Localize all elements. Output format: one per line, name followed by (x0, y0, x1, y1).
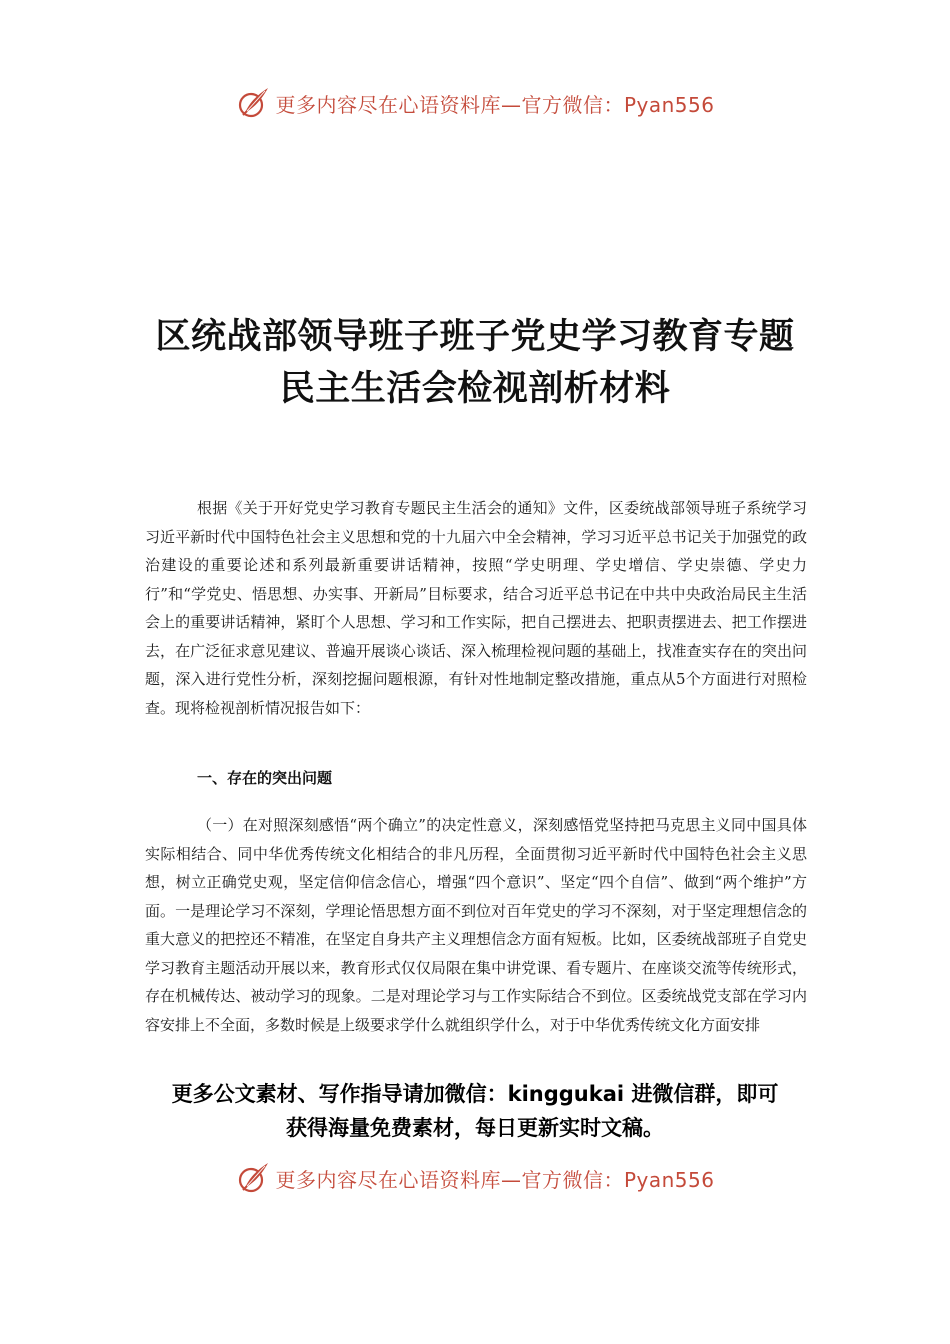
promo-line-2: 获得海量免费素材，每日更新实时文稿。 (286, 1116, 664, 1140)
feather-pen-icon (235, 1160, 271, 1196)
footer-watermark (0, 1158, 950, 1198)
feather-pen-icon (235, 85, 271, 121)
paragraph-text: 根据《关于开好党史学习教育专题民主生活会的通知》文件，区委统战部领导班子系统学习习近平新时代中国特色社会主义思想和党的十九届六中全会精神，学习习近平总书记关于加强党的政治建设的重要论述和系列最新重要讲话精神，按照“学史明理、学史增信、学史崇德、学史力行”和“学党史、悟思想、办实事、开新局”目标要求，结合习近平总书记在中共中央政治局民主生活会上的重要讲话精神，紧盯个人思想、学习和工作实际，把自己摆进去、把职责摆进去、把工作摆进去，在广泛征求意见建议、普遍开展谈心谈话、深入梳理检视问题的基础上，找准查实存在的突出问题，深入进行党性分析，深刻挖掘问题根源，有针对性地制定整改措施，重点从5个方面进行对照检查。现将检视剖析情况报告如下： (145, 499, 807, 717)
document-title-line-1: 区统战部领导班子班子党史学习教育专题 (155, 317, 795, 357)
body-paragraph-issue-1 (145, 811, 807, 1039)
section-heading: 一、存在的突出问题 (197, 769, 333, 787)
document-title-line-2: 民主生活会检视剖析材料 (279, 369, 671, 409)
header-watermark (0, 83, 950, 123)
promo-line-1: 更多公文素材、写作指导请加微信：kinggukai 进微信群，即可 (171, 1082, 779, 1106)
paragraph-text: （一）在对照深刻感悟“两个确立”的决定性意义，深刻感悟党坚持把马克思主义同中国具体实际相结合、同中华优秀传统文化相结合的非凡历程，全面贯彻习近平新时代中国特色社会主义思想，树立正确党史观，坚定信仰信念信心，增强“四个意识”、坚定“四个自信”、做到“两个维护”方面。一是理论学习不深刻，学理论悟思想方面不到位对百年党史的学习不深刻，对于坚定理想信念的重大意义的把控还不精准，在坚定自身共产主义理想信念方面有短板。比如，区委统战部班子自党史学习教育主题活动开展以来，教育形式仅仅局限在集中讲党课、看专题片、在座谈交流等传统形式，存在机械传达、被动学习的现象。二是对理论学习与工作实际结合不到位。区委统战党支部在学习内容安排上不全面，多数时候是上级要求学什么就组织学什么，对于中华优秀传统文化方面安排 (145, 816, 807, 1034)
body-paragraph-intro (145, 494, 807, 722)
watermark-text: 更多内容尽在心语资料库—官方微信：Pyan556 (275, 1167, 715, 1192)
watermark-text: 更多内容尽在心语资料库—官方微信：Pyan556 (275, 92, 715, 117)
